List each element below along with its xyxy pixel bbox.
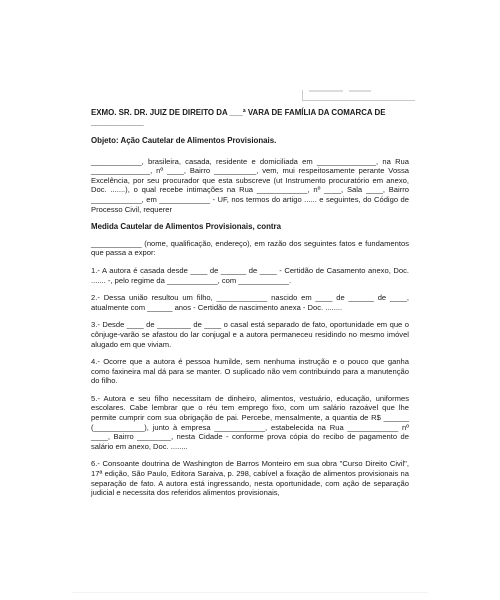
petition-title-line1: EXMO. SR. DR. JUIZ DE DIREITO DA ___ª VARA DE FAMÍLIA DA COMARCA DE — [91, 108, 386, 117]
header-corner-mark — [302, 90, 415, 101]
medida-subtitle: Medida Cautelar de Alimentos Provisionais, contra — [91, 222, 282, 232]
item-paragraph-2: 2.- Dessa união resultou um filho, ____________ nascido em ____ de ______ de ____, atualmente com ______ anos - Certidão de nascimento anexa - Doc. ........ — [91, 293, 409, 312]
item-paragraph-6: 6.- Consoante doutrina de Washington de Barros Monteiro em sua obra "Curso Direito Civil", 17ª edição, São Paulo, Editora Saraiva, p. 298, cabível a fixação de alimentos provisionais na separação de fato. A autora está ingressando, nesta oportunidade, com ação de separação judicial e necessita dos referidos alimentos provisionais, — [91, 459, 409, 498]
item-paragraph-5: 5.- Autora e seu filho necessitam de dinheiro, alimentos, vestuário, educação, uniformes escolares. Cabe lembrar que o réu tem emprego fixo, com um salário razoável que lhe permite cumprir com sua obrigação de pai. Percebe, mensalmente, a quantia de R$ ______ (____________), junto à empresa ____________, estabelecida na Rua ____________ nº ____, Bairro ________, nesta Cidade - conforme prova cópia do recibo de pagamento de salário em anexo, Doc. ........ — [91, 393, 409, 451]
objeto-line: Objeto: Ação Cautelar de Alimentos Provisionais. — [91, 136, 277, 145]
petition-document — [91, 108, 409, 506]
against-paragraph: ____________ (nome, qualificação, endereço), em razão dos seguintes fatos e fundamentos que passa a expor: — [91, 238, 409, 258]
item-paragraph-1: 1.- A autora é casada desde ____ de ______ de ____ - Certidão de Casamento anexo, Doc. ....... -, pelo regime da ____________, com ____________. — [91, 265, 409, 285]
petition-title-line2: ____________ — [91, 118, 144, 127]
page-bottom-rule — [72, 592, 428, 593]
petition-heading — [91, 108, 409, 128]
item-paragraph-4: 4.- Ocorre que a autora é pessoa humilde, sem nenhuma instrução e o pouco que ganha como faxineira mal dá para se manter. O suplicado não vem contribuindo para a manutenção do filho. — [91, 357, 409, 386]
intro-paragraph: ____________, brasileira, casada, residente e domiciliada em ______________, na Rua ______________, nº ____, Bairro __________, vem, mui respeitosamente perante Vossa Excelência, por seu procurador que esta subscreve (ut Instrumento procuratório em anexo, Doc. .......), o qual recebe intimações na Rua ____________, nº ____, Sala ____, Bairro ____________, em ____________ - UF, nos termos do artigo ...... e seguintes, do Código de Processo Civil, requerer — [91, 156, 409, 214]
item-paragraph-3: 3.- Desde ____ de ________ de ____ o casal está separado de fato, oportunidade em que o cônjuge-varão se afastou do lar conjugal e a autora permaneceu residindo no mesmo imóvel alugado em que viviam. — [91, 320, 409, 349]
